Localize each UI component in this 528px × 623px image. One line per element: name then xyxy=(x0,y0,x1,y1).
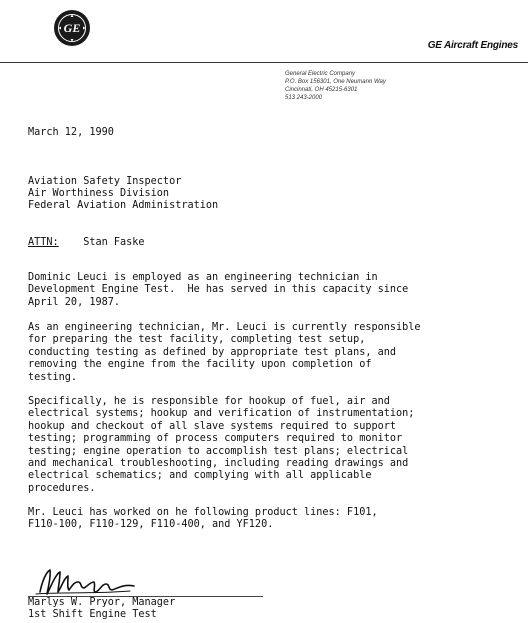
body-paragraph: As an engineering technician, Mr. Leuci is currently responsible for preparing the test facility, completing test setup, conducting testing as defined by appropriate test plans, and removing the engine from the facility upon completion of testing. xyxy=(28,322,421,383)
company-address xyxy=(285,70,386,102)
ge-logo-icon xyxy=(54,10,90,46)
letter-date: March 12, 1990 xyxy=(28,127,114,138)
recipient-line: Aviation Safety Inspector xyxy=(28,176,182,187)
recipient-line: Federal Aviation Administration xyxy=(28,200,219,211)
address-line: 513 243-2000 xyxy=(285,95,323,101)
recipient-line: Air Worthiness Division xyxy=(28,188,170,199)
signatory-name: Marlys W. Pryor, Manager xyxy=(28,597,176,608)
attention-line xyxy=(28,237,145,249)
signatory-title: 1st Shift Engine Test xyxy=(28,609,157,620)
company-brand: GE Aircraft Engines xyxy=(427,40,518,51)
body-paragraph: Dominic Leuci is employed as an engineering technician in Development Engine Test. He has served in this capacity since April 20, 1987. xyxy=(28,272,409,308)
body-paragraph: Mr. Leuci has worked on he following product lines: F101, F110-100, F110-129, F110-400, and YF120. xyxy=(28,507,378,531)
attention-name: Stan Faske xyxy=(83,237,145,248)
address-line: General Electric Company xyxy=(285,71,356,77)
letterhead-rule xyxy=(0,62,528,63)
attention-label: ATTN: xyxy=(28,237,59,248)
logo-monogram: GE xyxy=(63,21,81,35)
handwritten-signature xyxy=(34,564,144,598)
body-paragraph: Specifically, he is responsible for hookup of fuel, air and electrical systems; hookup and verification of instrumentation; hookup and checkout of all slave systems required to support testing; programming of process computers required to monitor testing; engine operation to accomplish test plans; electrical and mechanical troubleshooting, including reading drawings and electrical schematics; and complying with all applicable procedures. xyxy=(28,396,415,494)
address-line: Cincinnati, OH 45215-6301 xyxy=(285,87,358,93)
address-line: P.O. Box 156301, One Neumann Way xyxy=(285,79,386,85)
